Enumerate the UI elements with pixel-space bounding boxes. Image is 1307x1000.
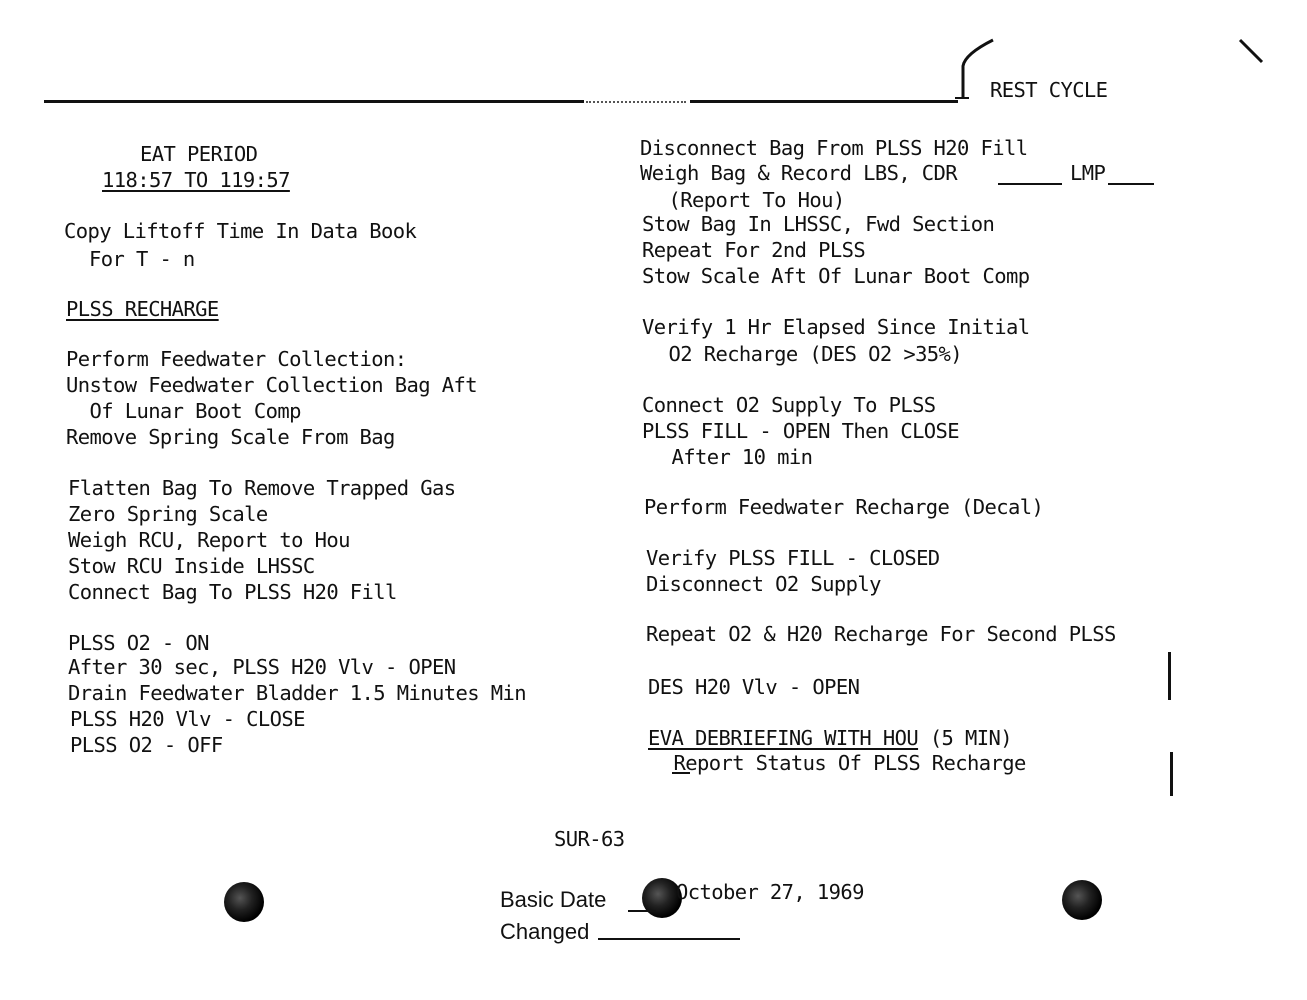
basic-date-rule xyxy=(628,910,656,912)
r-stow-scale: Stow Scale Aft Of Lunar Boot Comp xyxy=(642,264,1030,288)
change-bar-2 xyxy=(1170,752,1173,796)
plss-recharge-heading: PLSS RECHARGE xyxy=(66,297,219,321)
header-rule xyxy=(44,100,584,103)
r-stow-bag: Stow Bag In LHSSC, Fwd Section xyxy=(642,212,995,236)
punch-hole-right xyxy=(1062,880,1102,920)
header-rule-right xyxy=(690,100,958,103)
r-connect-1: Connect O2 Supply To PLSS xyxy=(642,393,936,417)
change-bar-1 xyxy=(1168,652,1171,700)
step-c-3: Drain Feedwater Bladder 1.5 Minutes Min xyxy=(68,681,526,705)
step-a-1: Perform Feedwater Collection: xyxy=(66,347,407,371)
changed-label: Changed xyxy=(500,919,590,944)
r-disconnect: Disconnect Bag From PLSS H20 Fill xyxy=(640,136,1028,160)
step-a-4: Remove Spring Scale From Bag xyxy=(66,425,395,449)
r-repeat-second: Repeat O2 & H20 Recharge For Second PLSS xyxy=(646,622,1116,646)
step-b-1: Flatten Bag To Remove Trapped Gas xyxy=(68,476,456,500)
changed-rule xyxy=(598,938,740,940)
eva-sub-rule xyxy=(672,772,690,774)
step-c-4: PLSS H20 Vlv - CLOSE xyxy=(70,707,305,731)
r-des-h2o: DES H20 Vlv - OPEN xyxy=(648,675,860,699)
r-disconnect-o2: Disconnect O2 Supply xyxy=(646,572,881,596)
step-b-2: Zero Spring Scale xyxy=(68,502,268,526)
cdr-blank xyxy=(998,183,1062,185)
step-c-2: After 30 sec, PLSS H20 Vlv - OPEN xyxy=(68,655,456,679)
step-a-3: Of Lunar Boot Comp xyxy=(66,399,301,423)
basic-date-value: October 27, 1969 xyxy=(676,880,864,904)
header-rule-gap xyxy=(586,101,686,103)
step-b-5: Connect Bag To PLSS H20 Fill xyxy=(68,580,397,604)
r-verify-1: Verify 1 Hr Elapsed Since Initial xyxy=(642,315,1030,339)
step-b-4: Stow RCU Inside LHSSC xyxy=(68,554,315,578)
r-weigh: Weigh Bag & Record LBS, CDR xyxy=(640,161,958,185)
r-feedwater: Perform Feedwater Recharge (Decal) xyxy=(644,495,1044,519)
eva-title-text: EVA DEBRIEFING WITH HOU xyxy=(648,726,919,750)
basic-date-label: Basic Date xyxy=(500,887,607,912)
step-c-5: PLSS O2 - OFF xyxy=(70,733,223,757)
eva-duration: (5 MIN) xyxy=(918,726,1013,750)
r-report: (Report To Hou) xyxy=(645,188,845,212)
corner-mark xyxy=(1238,38,1268,68)
r-connect-2: PLSS FILL - OPEN Then CLOSE xyxy=(642,419,960,443)
r-repeat-2nd: Repeat For 2nd PLSS xyxy=(642,238,866,262)
step-a-2: Unstow Feedwater Collection Bag Aft xyxy=(66,373,477,397)
lmp-blank xyxy=(1108,183,1154,185)
section-title: REST CYCLE xyxy=(990,78,1108,102)
step-c-1: PLSS O2 - ON xyxy=(68,631,209,655)
r-lmp: LMP xyxy=(1070,161,1106,185)
liftoff-line-1: Copy Liftoff Time In Data Book xyxy=(64,219,417,243)
liftoff-line-2: For T - n xyxy=(89,247,195,271)
r-eva-sub: Report Status Of PLSS Recharge xyxy=(650,751,1026,775)
step-b-3: Weigh RCU, Report to Hou xyxy=(68,528,350,552)
page-id: SUR-63 xyxy=(554,827,625,851)
r-verify-2: O2 Recharge (DES O2 >35%) xyxy=(645,342,963,366)
r-connect-3: After 10 min xyxy=(648,445,813,469)
r-eva-title xyxy=(648,725,1012,751)
r-verify-fill: Verify PLSS FILL - CLOSED xyxy=(646,546,940,570)
punch-hole-left xyxy=(224,882,264,922)
eat-period-title: EAT PERIOD xyxy=(140,142,258,166)
eat-period-time: 118:57 TO 119:57 xyxy=(102,168,290,192)
